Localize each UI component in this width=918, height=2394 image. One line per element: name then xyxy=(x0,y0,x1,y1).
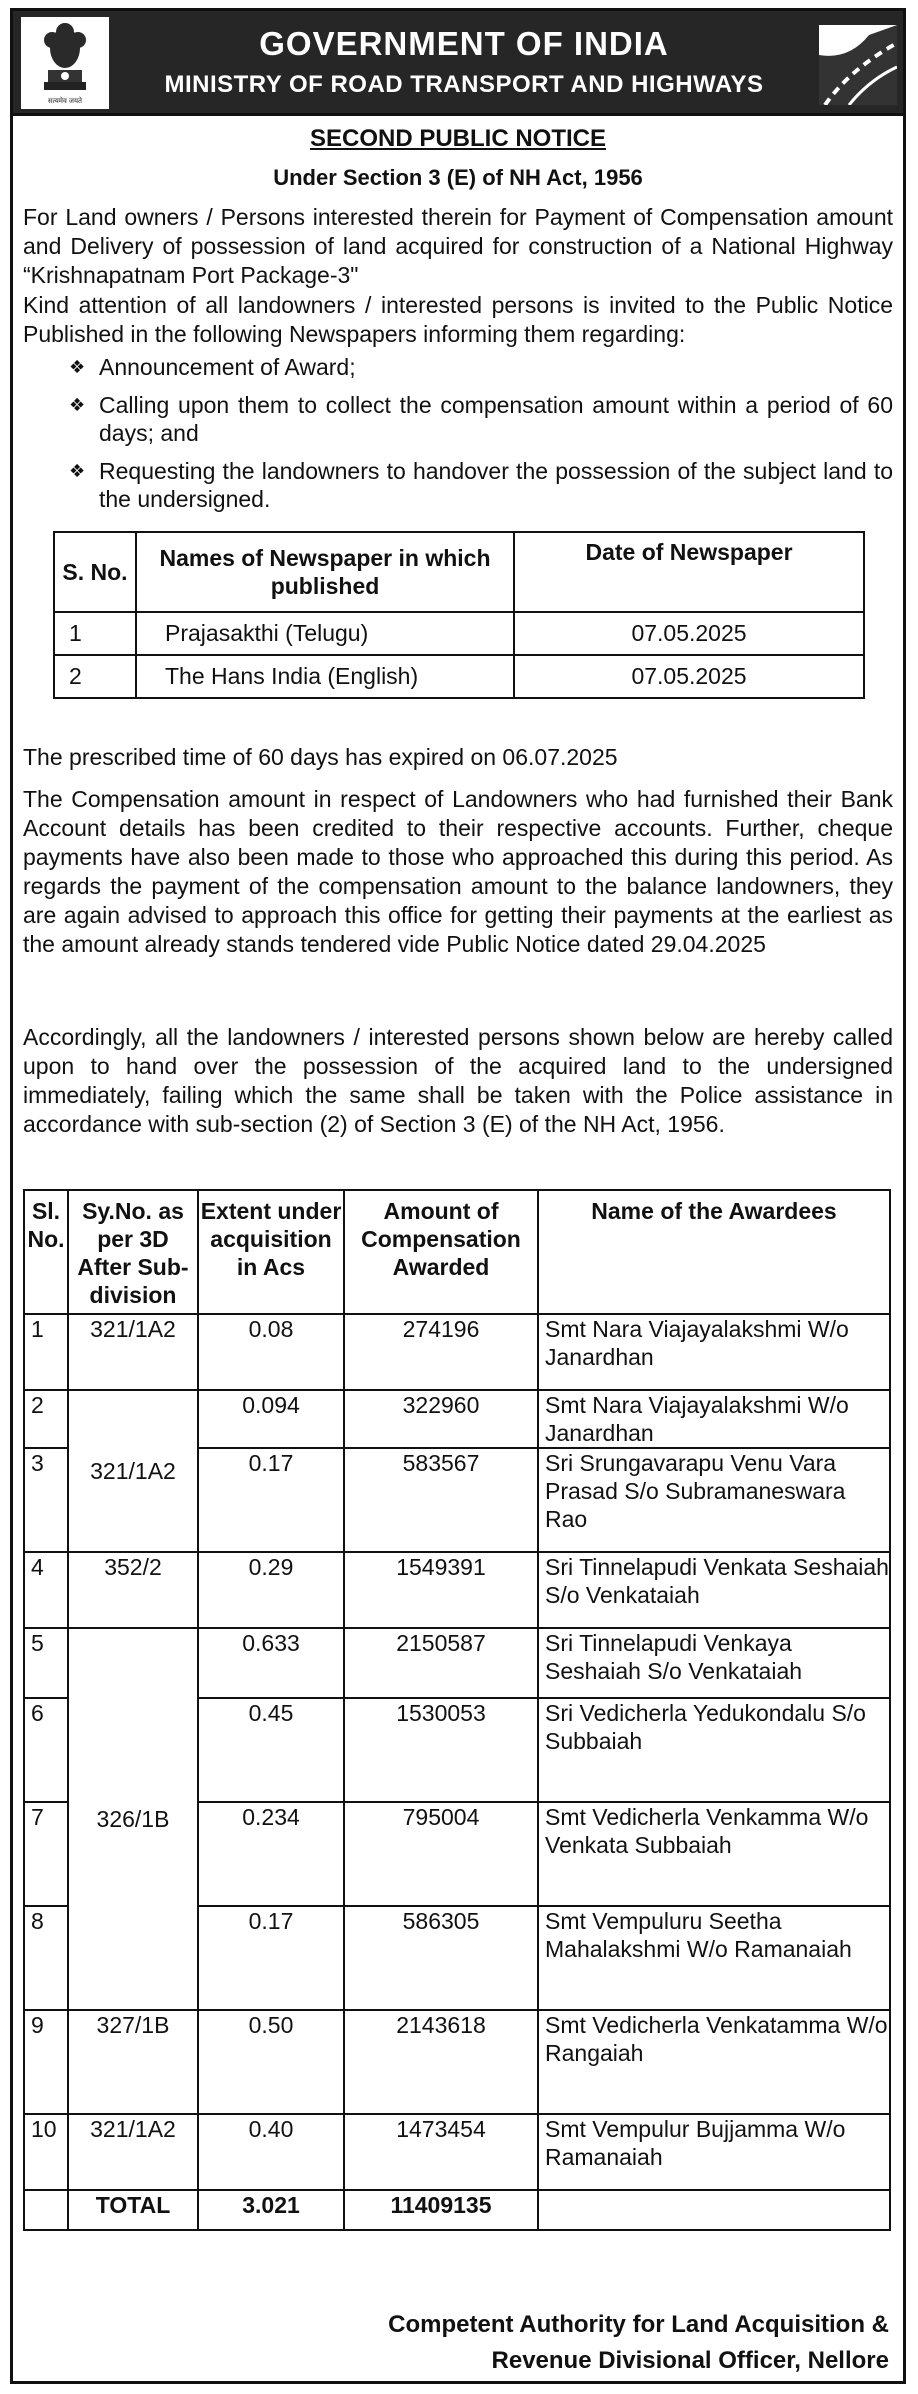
table-row xyxy=(24,1552,890,1628)
amount-cell: 2150587 xyxy=(344,1628,538,1698)
awardee-name-cell: Smt Vedicherla Venkatamma W/o Rangaiah xyxy=(538,2010,890,2114)
awardee-name-cell: Smt Vedicherla Venkamma W/o Venkata Subbaiah xyxy=(538,1802,890,1906)
serial-cell: 1 xyxy=(24,1314,68,1390)
column-header: Names of Newspaper in which published xyxy=(136,532,514,612)
header-banner xyxy=(13,11,903,116)
emblem-caption: सत्यमेव जयते xyxy=(47,98,83,105)
bullet-text: Requesting the landowners to handover the possession of the subject land to the undersigned. xyxy=(99,458,893,512)
awardee-name-cell: Smt Vempuluru Seetha Mahalakshmi W/o Ramanaiah xyxy=(538,1906,890,2010)
expiry-paragraph: The prescribed time of 60 days has expired on 06.07.2025 xyxy=(23,744,618,770)
awardee-name-cell: Smt Vempulur Bujjamma W/o Ramanaiah xyxy=(538,2114,890,2190)
total-row xyxy=(24,2190,890,2230)
extent-cell: 0.08 xyxy=(198,1314,344,1390)
possession-paragraph: Accordingly, all the landowners / interested persons shown below are hereby called upon to hand over the possession of the acquired land to the undersigned immediately, failing which the same shall be taken with the Police assistance in accordance with sub-section (2) of Section 3 (E) of the NH Act, 1956. xyxy=(23,1024,893,1137)
attention-paragraph: Kind attention of all landowners / interested persons is invited to the Public Notice Published in the following Newspapers informing them regarding: xyxy=(23,292,893,347)
newspaper-date-cell: 07.05.2025 xyxy=(514,655,864,698)
column-header: Amount of Compensation Awarded xyxy=(344,1190,538,1314)
column-header: Sy.No. as per 3D After Sub-division xyxy=(68,1190,198,1314)
intro-paragraph: For Land owners / Persons interested therein for Payment of Compensation amount and Delivery of possession of land acquired for construction of a National Highway “Krishnapatnam Port Package-3" xyxy=(23,204,893,288)
amount-cell: 1473454 xyxy=(344,2114,538,2190)
survey-number-cell: 352/2 xyxy=(68,1552,198,1628)
highway-logo-icon xyxy=(819,25,897,105)
serial-cell: 3 xyxy=(24,1448,68,1552)
table-header-row xyxy=(24,1190,890,1314)
table-row xyxy=(24,2010,890,2114)
extent-cell: 0.50 xyxy=(198,2010,344,2114)
serial-cell: 2 xyxy=(54,655,136,698)
amount-cell: 583567 xyxy=(344,1448,538,1552)
awardee-name-cell: Sri Tinnelapudi Venkaya Seshaiah S/o Venkataiah xyxy=(538,1628,890,1698)
section-reference: Under Section 3 (E) of NH Act, 1956 xyxy=(273,165,643,190)
total-extent: 3.021 xyxy=(198,2190,344,2230)
header-subtitle: MINISTRY OF ROAD TRANSPORT AND HIGHWAYS xyxy=(164,71,764,98)
table-row xyxy=(24,2114,890,2190)
amount-cell: 274196 xyxy=(344,1314,538,1390)
survey-number-cell: 321/1A2 xyxy=(68,2114,198,2190)
extent-cell: 0.40 xyxy=(198,2114,344,2190)
extent-cell: 0.234 xyxy=(198,1802,344,1906)
serial-cell: 5 xyxy=(24,1628,68,1698)
amount-cell: 322960 xyxy=(344,1390,538,1448)
header-title: GOVERNMENT OF INDIA xyxy=(259,25,669,62)
signature-line-2: Revenue Divisional Officer, Nellore xyxy=(491,2347,889,2374)
bullet-item xyxy=(69,457,893,513)
serial-cell: 10 xyxy=(24,2114,68,2190)
extent-cell: 0.17 xyxy=(198,1906,344,2010)
awardee-name-cell: Sri Srungavarapu Venu Vara Prasad S/o Subramaneswara Rao xyxy=(538,1448,890,1552)
compensation-paragraph: The Compensation amount in respect of Landowners who had furnished their Bank Account details has been credited to their respective accounts. Further, cheque payments have also been made to those who approached this during this period. As regards the payment of the compensation amount to the balance landowners, they are again advised to approach this office for getting their payments at the earliest as the amount already stands tendered vide Public Notice dated 29.04.2025 xyxy=(23,786,893,957)
amount-cell: 1549391 xyxy=(344,1552,538,1628)
diamond-bullet-icon: ❖ xyxy=(69,395,86,415)
notice-title: SECOND PUBLIC NOTICE xyxy=(309,125,606,152)
column-header: S. No. xyxy=(54,532,136,612)
newspaper-name-cell: The Hans India (English) xyxy=(136,655,514,698)
signature-line-1: Competent Authority for Land Acquisition & xyxy=(388,2311,889,2338)
extent-cell: 0.45 xyxy=(198,1698,344,1802)
table-row xyxy=(24,1390,890,1448)
survey-number-cell: 321/1A2 xyxy=(68,1314,198,1390)
empty-cell xyxy=(24,2190,68,2230)
bullet-item xyxy=(69,391,893,447)
newspaper-table xyxy=(53,531,865,699)
serial-cell: 7 xyxy=(24,1802,68,1906)
column-header: Sl. No. xyxy=(24,1190,68,1314)
national-emblem-icon xyxy=(21,17,109,109)
diamond-bullet-icon: ❖ xyxy=(69,357,86,377)
column-header: Name of the Awardees xyxy=(538,1190,890,1314)
survey-number-cell: 327/1B xyxy=(68,2010,198,2114)
table-row xyxy=(54,612,864,655)
bullet-text: Announcement of Award; xyxy=(99,354,356,380)
survey-number-cell: 326/1B xyxy=(68,1628,198,2010)
extent-cell: 0.633 xyxy=(198,1628,344,1698)
serial-cell: 1 xyxy=(54,612,136,655)
amount-cell: 795004 xyxy=(344,1802,538,1906)
table-row xyxy=(54,655,864,698)
table-row xyxy=(24,1314,890,1390)
table-header-row xyxy=(54,532,864,612)
extent-cell: 0.17 xyxy=(198,1448,344,1552)
column-header: Date of Newspaper xyxy=(514,532,864,612)
awardee-name-cell: Sri Tinnelapudi Venkata Seshaiah S/o Venkataiah xyxy=(538,1552,890,1628)
awardee-name-cell: Sri Vedicherla Yedukondalu S/o Subbaiah xyxy=(538,1698,890,1802)
notice-sheet xyxy=(10,8,906,2384)
serial-cell: 2 xyxy=(24,1390,68,1448)
total-label: TOTAL xyxy=(68,2190,198,2230)
total-amount: 11409135 xyxy=(344,2190,538,2230)
extent-cell: 0.094 xyxy=(198,1390,344,1448)
amount-cell: 586305 xyxy=(344,1906,538,2010)
amount-cell: 1530053 xyxy=(344,1698,538,1802)
bullet-item xyxy=(69,353,893,381)
bullet-text: Calling upon them to collect the compensation amount within a period of 60 days; and xyxy=(99,392,893,446)
awardee-name-cell: Smt Nara Viajayalakshmi W/o Janardhan xyxy=(538,1390,890,1448)
newspaper-name-cell: Prajasakthi (Telugu) xyxy=(136,612,514,655)
signature-block xyxy=(388,2307,889,2379)
diamond-bullet-icon: ❖ xyxy=(69,461,86,481)
serial-cell: 9 xyxy=(24,2010,68,2114)
serial-cell: 4 xyxy=(24,1552,68,1628)
serial-cell: 6 xyxy=(24,1698,68,1802)
newspaper-date-cell: 07.05.2025 xyxy=(514,612,864,655)
column-header: Extent under acquisition in Acs xyxy=(198,1190,344,1314)
serial-cell: 8 xyxy=(24,1906,68,2010)
extent-cell: 0.29 xyxy=(198,1552,344,1628)
empty-cell xyxy=(538,2190,890,2230)
survey-number-cell: 321/1A2 xyxy=(68,1390,198,1552)
amount-cell: 2143618 xyxy=(344,2010,538,2114)
table-row xyxy=(24,1628,890,1698)
awardee-name-cell: Smt Nara Viajayalakshmi W/o Janardhan xyxy=(538,1314,890,1390)
awards-table xyxy=(23,1189,891,2231)
